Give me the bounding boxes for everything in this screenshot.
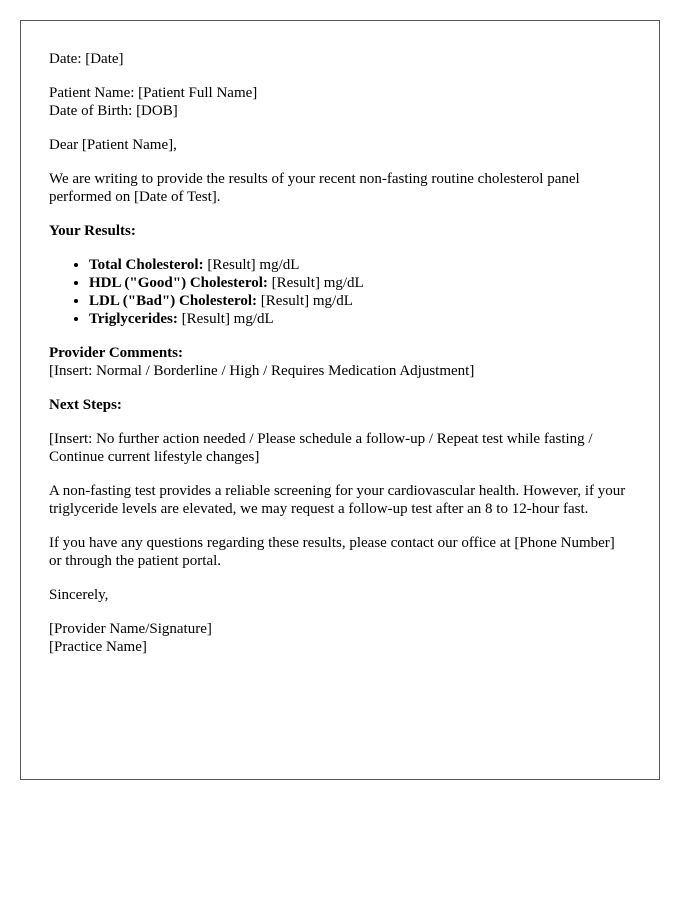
next-steps-text: [Insert: No further action needed / Please schedule a follow-up / Repeat test while fasting / Continue current lifestyle changes] <box>49 431 593 465</box>
patient-name-line: Patient Name: [Patient Full Name] <box>49 85 258 101</box>
result-label: Triglycerides: <box>89 311 178 327</box>
result-item-ldl <box>89 292 631 310</box>
result-value: [Result] mg/dL <box>203 257 300 273</box>
contact-paragraph: If you have any questions regarding these results, please contact our office at [Phone Number] or through the patient portal. <box>49 535 615 569</box>
dob-line: Date of Birth: [DOB] <box>49 103 178 119</box>
info-paragraph: A non-fasting test provides a reliable screening for your cardiovascular health. However, if your triglyceride levels are elevated, we may request a follow-up test after an 8 to 12-hour fast. <box>49 483 626 517</box>
provider-comments <box>49 344 631 380</box>
results-heading: Your Results: <box>49 223 136 239</box>
results-list <box>49 256 631 328</box>
comments-text: [Insert: Normal / Borderline / High / Requires Medication Adjustment] <box>49 363 475 379</box>
result-value: [Result] mg/dL <box>267 275 364 291</box>
salutation: Dear [Patient Name], <box>49 137 177 153</box>
result-item-hdl <box>89 274 631 292</box>
next-steps-heading: Next Steps: <box>49 397 122 413</box>
result-label: HDL ("Good") Cholesterol: <box>89 275 268 291</box>
result-value: [Result] mg/dL <box>177 311 274 327</box>
result-label: Total Cholesterol: <box>89 257 204 273</box>
comments-heading: Provider Comments: <box>49 345 184 361</box>
result-item-total-cholesterol <box>89 256 631 274</box>
closing: Sincerely, <box>49 587 109 603</box>
letter-page <box>20 20 660 780</box>
result-value: [Result] mg/dL <box>257 293 353 309</box>
result-label: LDL ("Bad") Cholesterol: <box>89 293 258 309</box>
date-line: Date: [Date] <box>49 51 124 67</box>
signature-line: [Provider Name/Signature] <box>49 621 212 637</box>
signature-block <box>49 620 631 656</box>
practice-name-line: [Practice Name] <box>49 639 147 655</box>
result-item-triglycerides <box>89 310 631 328</box>
intro-paragraph: We are writing to provide the results of your recent non-fasting routine cholesterol panel performed on [Date of Test]. <box>49 171 580 205</box>
patient-info <box>49 84 631 120</box>
